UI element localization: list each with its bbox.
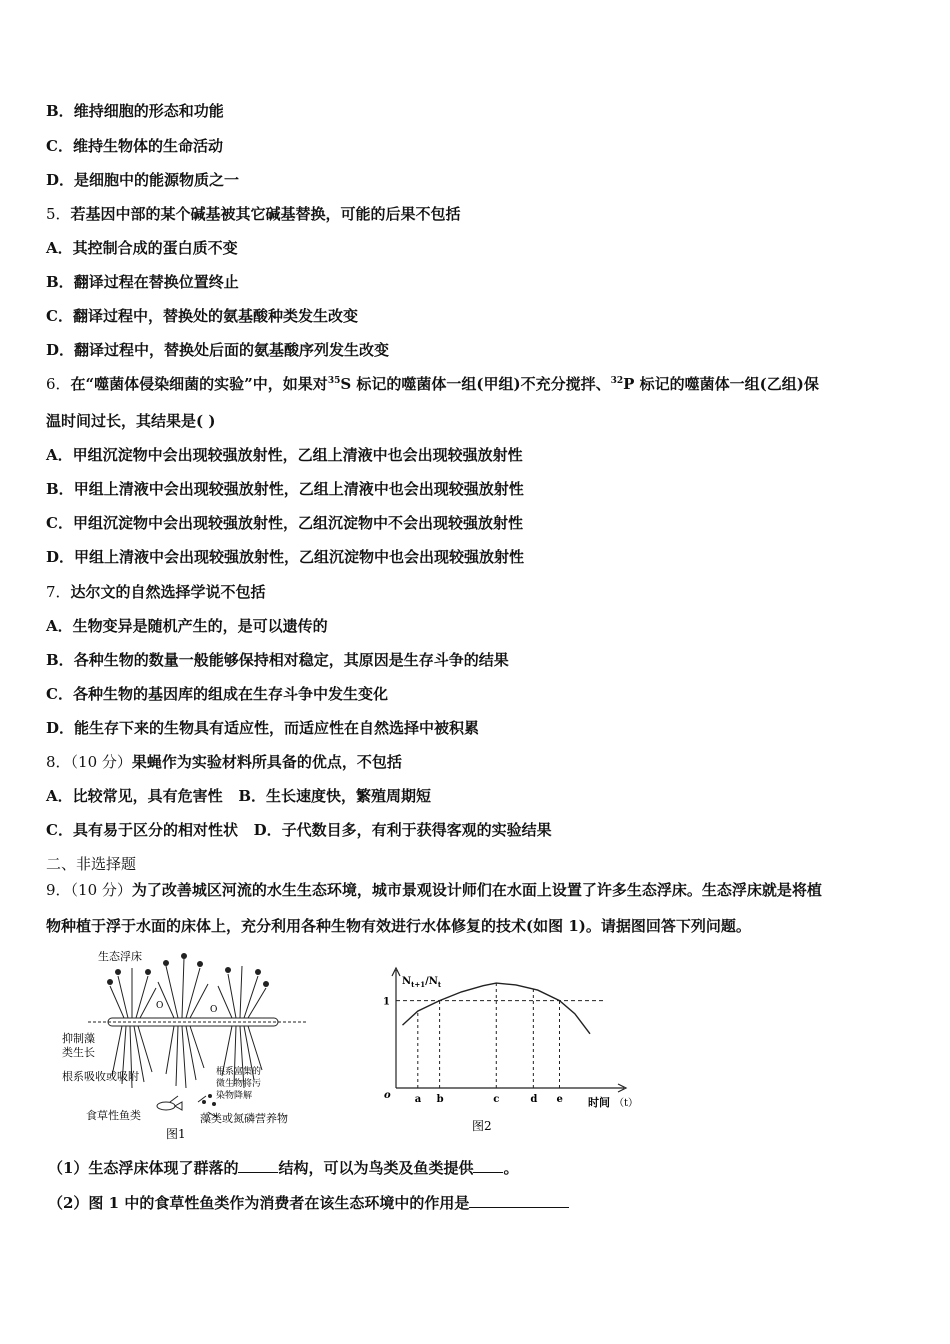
x-tick-label-d: d	[530, 1094, 538, 1105]
q9-stem-line2: 物种植于浮于水面的床体上，充分利用各种生物有效进行水体修复的技术(如图 1)。请据图回答下列问题。	[46, 917, 751, 935]
q6-option-a: A．甲组沉淀物中会出现较强放射性，乙组上清液中也会出现较强放射性	[46, 446, 523, 464]
fig1-label-float: 生态浮床	[98, 950, 142, 963]
q8-options-cd: C．具有易于区分的相对性状 D．子代数目多，有利于获得客观的实验结果	[46, 821, 552, 839]
q7-option-d: D．能生存下来的生物具有适应性，而适应性在自然选择中被积累	[46, 719, 480, 737]
answer-blank-3[interactable]	[469, 1193, 569, 1208]
origin-label: o	[384, 1090, 391, 1101]
fig1-label-inhibit-2: 类生长	[62, 1046, 95, 1059]
answer-blank-1[interactable]	[238, 1158, 278, 1173]
x-axis-unit: （t）	[614, 1098, 639, 1109]
q5-option-a: A．其控制合成的蛋白质不变	[46, 239, 238, 257]
q4-option-b: B．维持细胞的形态和功能	[46, 102, 224, 120]
figure-2	[374, 962, 654, 1142]
fig1-label-o2-a: O	[156, 1001, 164, 1011]
q6-option-b: B．甲组上清液中会出现较强放射性，乙组上清液中也会出现较强放射性	[46, 480, 524, 498]
x-tick-label-b: b	[436, 1094, 444, 1105]
figure-1	[58, 946, 318, 1146]
q9-stem: 9．（10 分）为了改善城区河流的水生生态环境，城市景观设计师们在水面上设置了许多生态浮床。生态浮床就是将植	[46, 881, 822, 899]
q4-option-d: D．是细胞中的能源物质之一	[46, 171, 240, 189]
fig2-caption: 图2	[472, 1119, 492, 1133]
q7-stem: 7．达尔文的自然选择学说不包括	[46, 583, 266, 601]
q4-option-c: C．维持生物体的生命活动	[46, 137, 223, 155]
fig1-label-absorb: 根系吸收或吸附	[62, 1070, 139, 1083]
q7-option-c: C．各种生物的基因库的组成在生存斗争中发生变化	[46, 685, 388, 703]
answer-blank-2[interactable]	[473, 1158, 503, 1173]
q8-options-ab: A．比较常见，具有危害性 B．生长速度快，繁殖周期短	[46, 787, 432, 805]
x-axis-label: 时间	[588, 1096, 610, 1109]
x-tick-label-e: e	[556, 1094, 563, 1105]
y-tick-1: 1	[383, 996, 390, 1008]
q5-option-c: C．翻译过程中，替换处的氨基酸种类发生改变	[46, 307, 358, 325]
fig1-caption: 图1	[166, 1127, 186, 1141]
q9-sub1: （1）生态浮床体现了群落的 结构，可以为鸟类及鱼类提供 。	[48, 1159, 519, 1177]
q9-sub2: （2）图 1 中的食草性鱼类作为消费者在该生态环境中的作用是	[48, 1193, 569, 1213]
x-tick-label-c: c	[493, 1094, 500, 1105]
q6-stem: 6．在“噬菌体侵染细菌的实验”中，如果对$^{35}$S 标记的噬菌体一组(甲组)不充分搅拌、$^{32}$P 标记的噬菌体一组(乙组)保	[46, 375, 819, 393]
section-heading: 二、非选择题	[46, 855, 137, 873]
fig1-label-fish: 食草性鱼类	[86, 1109, 141, 1122]
fig1-label-o2-b: O	[210, 1005, 218, 1015]
q7-option-a: A．生物变异是随机产生的，是可以遗传的	[46, 617, 328, 635]
q5-stem: 5．若基因中部的某个碱基被其它碱基替换，可能的后果不包括	[46, 205, 461, 223]
fig1-label-micro-2: 微生物将污	[216, 1079, 262, 1089]
fig1-label-micro-1: 根系富集的	[216, 1067, 262, 1077]
q8-stem: 8．（10 分）果蝇作为实验材料所具备的优点，不包括	[46, 753, 402, 771]
y-axis-label: $N_{t+1}/N_t$	[402, 976, 442, 989]
q6-option-c: C．甲组沉淀物中会出现较强放射性，乙组沉淀物中不会出现较强放射性	[46, 514, 523, 532]
q5-option-d: D．翻译过程中，替换处后面的氨基酸序列发生改变	[46, 341, 390, 359]
q6-option-d: D．甲组上清液中会出现较强放射性，乙组沉淀物中也会出现较强放射性	[46, 548, 525, 566]
fig1-label-micro-3: 染物降解	[216, 1091, 253, 1101]
figure-2-chart	[374, 962, 654, 1142]
q7-option-b: B．各种生物的数量一般能够保持相对稳定，其原因是生存斗争的结果	[46, 651, 509, 669]
figure-1-drawing	[58, 946, 318, 1146]
fig1-label-inhibit-1: 抑制藻	[62, 1032, 95, 1045]
fig1-label-algae: 藻类或氮磷营养物	[200, 1112, 288, 1125]
q6-stem-line2: 温时间过长，其结果是( )	[46, 412, 216, 430]
q5-option-b: B．翻译过程在替换位置终止	[46, 273, 239, 291]
x-tick-label-a: a	[414, 1094, 422, 1105]
